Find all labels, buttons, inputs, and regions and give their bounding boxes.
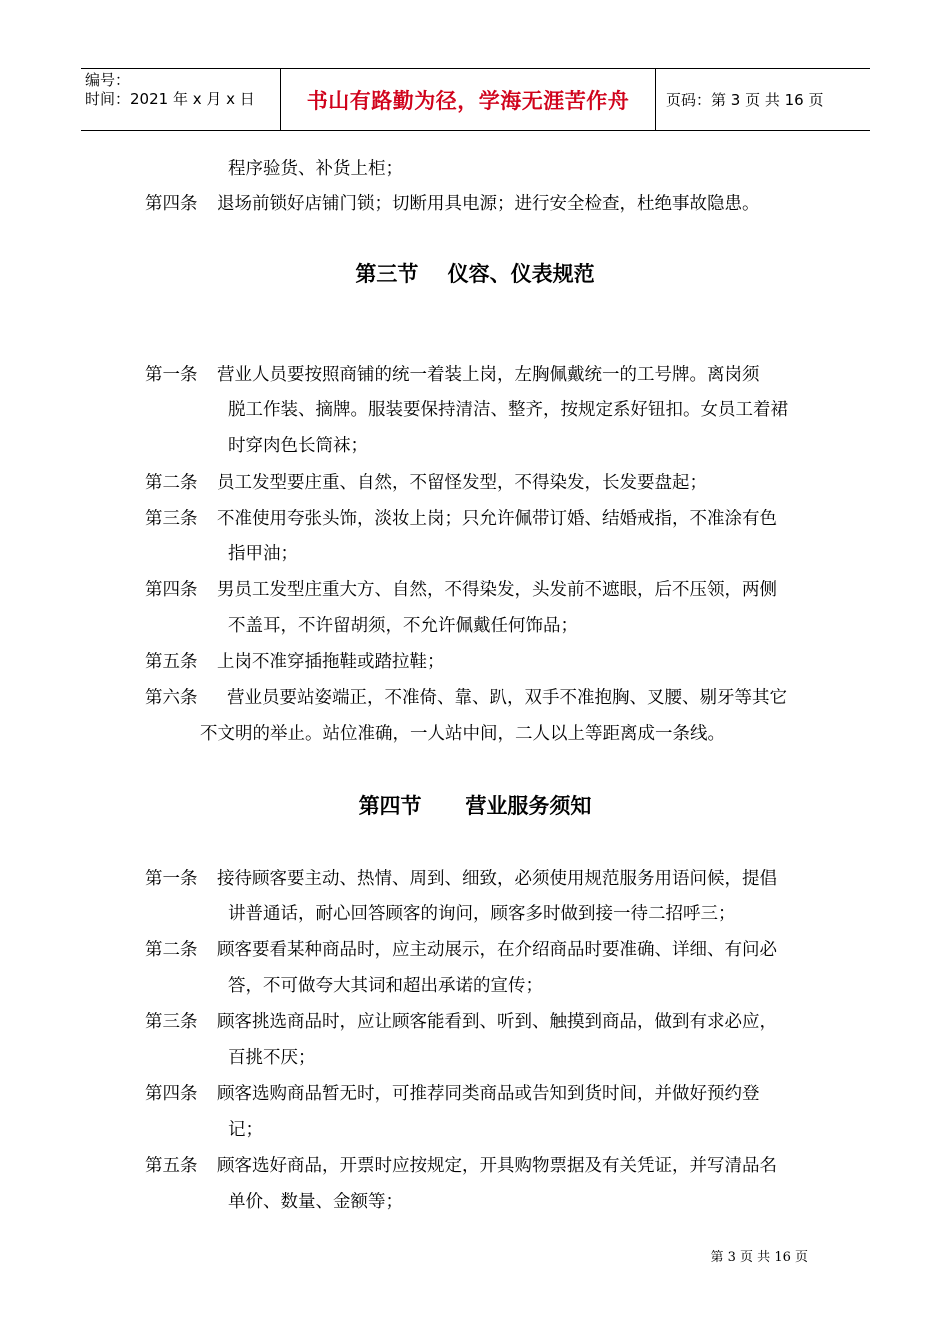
motto: 书山有路勤为径，学海无涯苦作舟 xyxy=(281,69,656,130)
body-line: 讲普通话，耐心回答顾客的询问，顾客多时做到接一待二招呼三； xyxy=(228,904,736,924)
article-line: 第三条 顾客挑选商品时，应让顾客能看到、听到、触摸到商品，做到有求必应， xyxy=(145,1012,777,1032)
page-header xyxy=(81,68,870,131)
article-line: 第五条 上岗不准穿插拖鞋或踏拉鞋； xyxy=(145,652,445,672)
body-line: 指甲油； xyxy=(228,544,298,564)
article-line: 第二条 顾客要看某种商品时，应主动展示，在介绍商品时要准确、详细、有问必 xyxy=(145,940,777,960)
body-line: 答，不可做夸大其词和超出承诺的宣传； xyxy=(228,976,543,996)
article-line: 第三条 不准使用夸张头饰，淡妆上岗；只允许佩带订婚、结婚戒指，不准涂有色 xyxy=(145,509,777,529)
article-line: 第四条 顾客选购商品暂无时，可推荐同类商品或告知到货时间，并做好预约登 xyxy=(145,1084,760,1104)
section-heading-4: 第四节 营业服务须知 xyxy=(358,794,592,818)
body-line: 记； xyxy=(228,1120,263,1140)
number-label: 编号： xyxy=(85,71,131,89)
body-line: 百挑不厌； xyxy=(228,1048,316,1068)
page-info: 页码：第 3 页 共 16 页 xyxy=(666,91,824,109)
article-line: 第四条 男员工发型庄重大方、自然，不得染发，头发前不遮眼，后不压领，两侧 xyxy=(145,580,777,600)
body-line: 不文明的举止。站位准确，一人站中间，二人以上等距离成一条线。 xyxy=(200,724,725,744)
article-line: 第二条 员工发型要庄重、自然，不留怪发型，不得染发，长发要盘起； xyxy=(145,473,707,493)
header-meta xyxy=(81,69,281,130)
body-line: 单价、数量、金额等； xyxy=(228,1192,403,1212)
section-heading-3: 第三节 仪容、仪表规范 xyxy=(355,262,595,286)
body-line: 脱工作装、摘牌。服装要保持清洁、整齐，按规定系好钮扣。女员工着裙 xyxy=(228,400,788,420)
page-footer: 第 3 页 共 16 页 xyxy=(710,1250,808,1265)
body-line: 程序验货、补货上柜； xyxy=(228,159,403,179)
article-line: 第一条 接待顾客要主动、热情、周到、细致，必须使用规范服务用语问候，提倡 xyxy=(145,869,777,889)
article-line: 第一条 营业人员要按照商铺的统一着装上岗，左胸佩戴统一的工号牌。离岗须 xyxy=(145,365,760,385)
time-label: 时间：2021 年 x 月 x 日 xyxy=(85,90,255,108)
article-line: 第五条 顾客选好商品，开票时应按规定，开具购物票据及有关凭证，并写清品名 xyxy=(145,1156,777,1176)
article-line: 第六条 营业员要站姿端正，不准倚、靠、趴，双手不准抱胸、叉腰、剔牙等其它 xyxy=(145,688,787,708)
body-line: 时穿肉色长筒袜； xyxy=(228,436,368,456)
body-line: 不盖耳，不许留胡须，不允许佩戴任何饰品； xyxy=(228,616,578,636)
article-line: 第四条 退场前锁好店铺门锁；切断用具电源；进行安全检查，杜绝事故隐患。 xyxy=(145,194,760,214)
